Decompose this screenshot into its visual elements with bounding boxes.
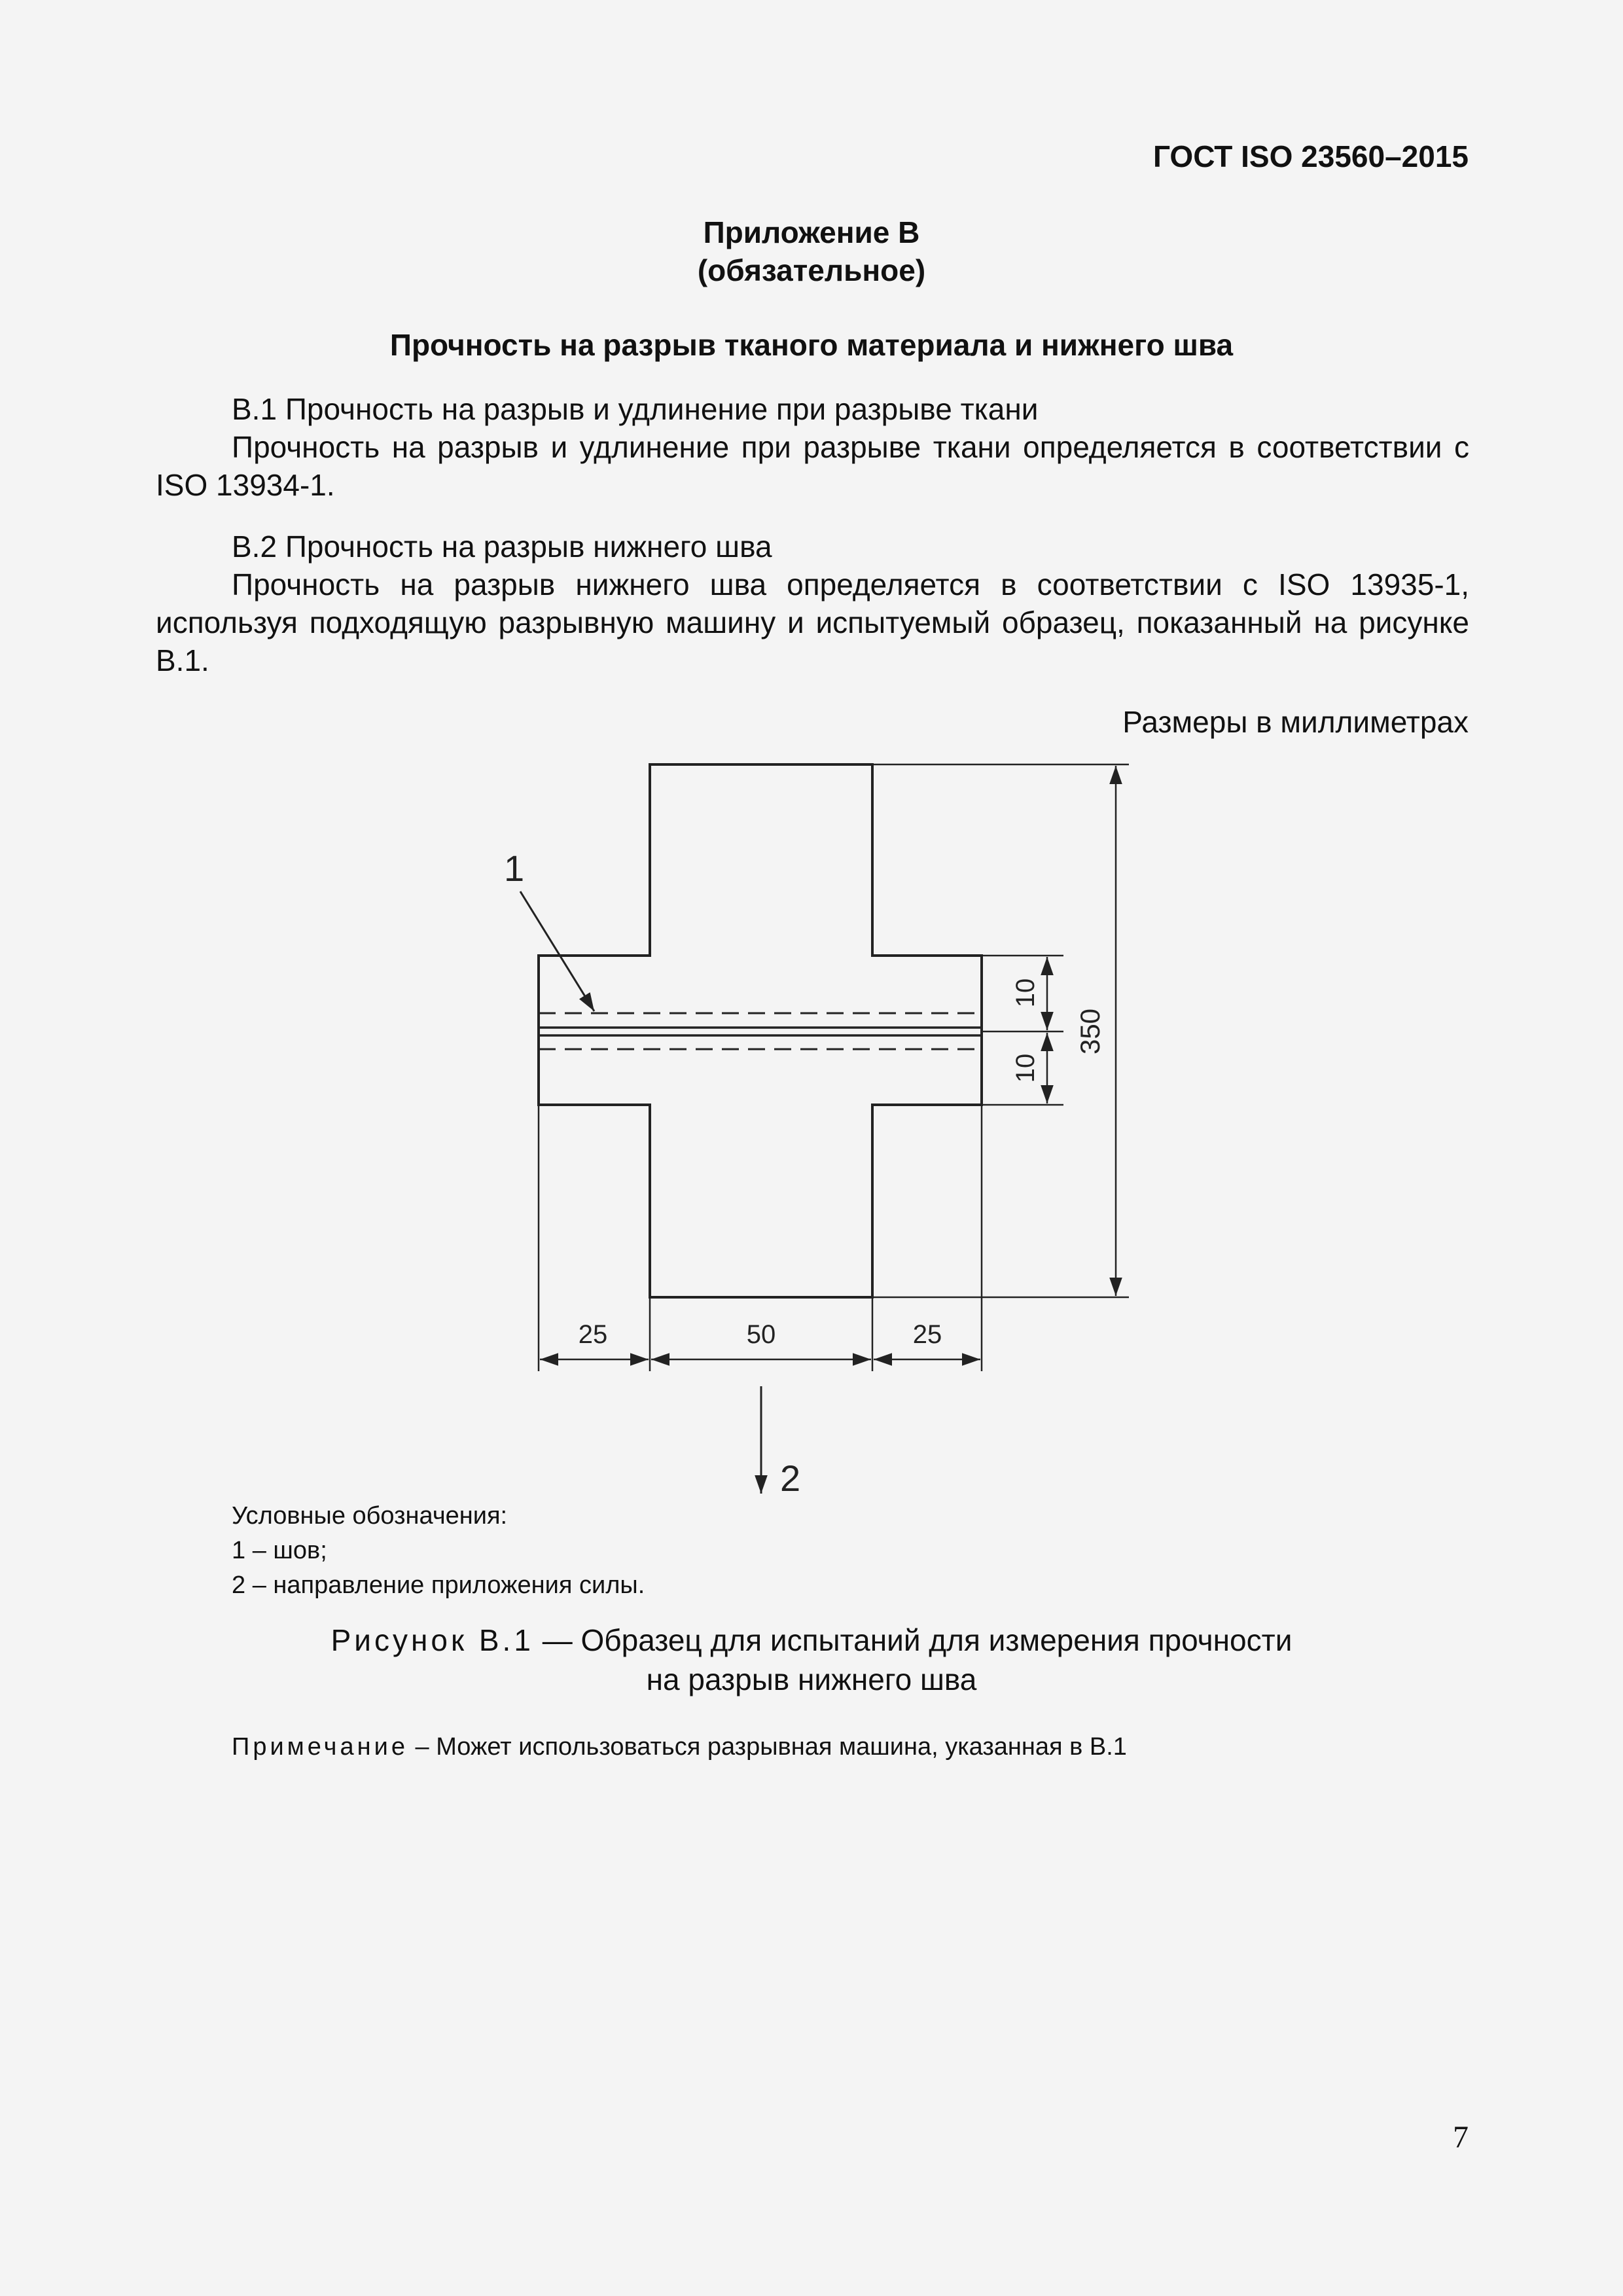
paragraph-b2-heading: В.2 Прочность на разрыв нижнего шва xyxy=(232,529,772,564)
dimensions-note: Размеры в миллиметрах xyxy=(1122,705,1469,739)
figure-legend xyxy=(232,1499,645,1603)
note-text: – Может использоваться разрывная машина, указанная в В.1 xyxy=(408,1733,1127,1761)
force-direction-label: 2 xyxy=(780,1458,801,1499)
figure-caption-prefix: Рисунок В.1 xyxy=(330,1623,534,1657)
dimension-label-10-upper: 10 xyxy=(1011,978,1040,1008)
paragraph-b1-text: Прочность на разрыв и удлинение при разрыве ткани определяется в соответствии с ISO 13934-1. xyxy=(156,430,1469,502)
standard-id: ГОСТ ISO 23560–2015 xyxy=(1152,139,1469,173)
legend-item-force: 2 – направление приложения силы. xyxy=(232,1571,645,1599)
appendix-status: (обязательное) xyxy=(697,253,926,287)
figure-caption-text-1: — Образец для испытаний для измерения прочности xyxy=(533,1623,1293,1657)
dimension-label-350: 350 xyxy=(1075,1008,1105,1055)
specimen-outline xyxy=(539,764,982,1297)
seam-callout-label: 1 xyxy=(504,848,525,889)
dimension-label-10-lower: 10 xyxy=(1011,1053,1040,1083)
dimension-label-25-right: 25 xyxy=(912,1320,942,1349)
seam-callout-leader xyxy=(520,891,594,1011)
figure-caption-line-1 xyxy=(0,1621,1623,1660)
paragraph-b2-text: Прочность на разрыв нижнего шва определяется в соответствии с ISO 13935-1, используя подходящую разрывную машину и испытуемый образец, показанный на рисунке В.1. xyxy=(156,567,1469,677)
note xyxy=(232,1733,1127,1761)
paragraph-b1-heading: В.1 Прочность на разрыв и удлинение при разрыве ткани xyxy=(232,392,1039,426)
note-label: Примечание xyxy=(232,1733,408,1761)
legend-item-seam: 1 – шов; xyxy=(232,1537,327,1564)
page-number: 7 xyxy=(1453,2120,1469,2155)
figure-caption xyxy=(0,1621,1623,1699)
section-title: Прочность на разрыв тканого материала и нижнего шва xyxy=(389,328,1234,362)
appendix-title: Приложение В xyxy=(703,215,920,249)
legend-title: Условные обозначения: xyxy=(232,1502,508,1530)
dimension-label-50: 50 xyxy=(746,1320,776,1349)
dimension-label-25-left: 25 xyxy=(578,1320,608,1349)
figure-caption-line-2: на разрыв нижнего шва xyxy=(646,1662,977,1696)
